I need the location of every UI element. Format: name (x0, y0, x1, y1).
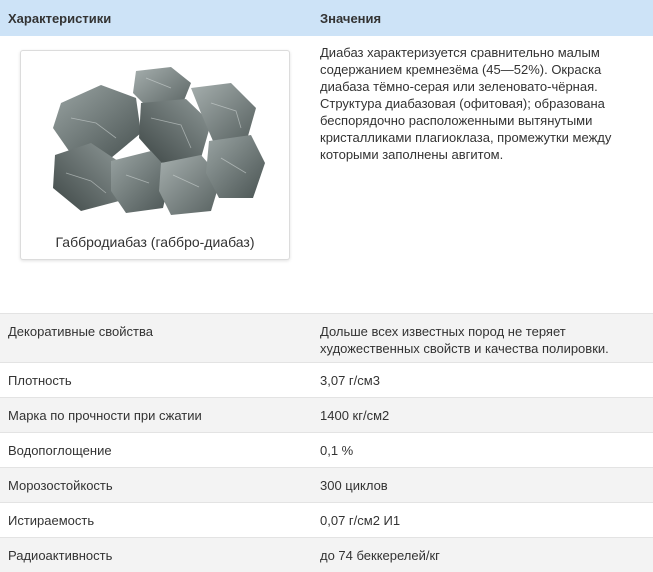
row-name: Морозостойкость (0, 468, 310, 503)
row-value: 0,1 % (310, 433, 653, 468)
row-name: Истираемость (0, 503, 310, 538)
row-value: до 74 беккерелей/кг (310, 538, 653, 572)
row-value: 300 циклов (310, 468, 653, 503)
image-caption: Габбродиабаз (габбро-диабаз) (21, 234, 289, 251)
row-value: 1400 кг/см2 (310, 398, 653, 433)
row-name: Плотность (0, 363, 310, 398)
row-value: 0,07 г/см2 И1 (310, 503, 653, 538)
image-row (0, 36, 653, 314)
table-row (0, 398, 653, 433)
table-header (0, 0, 653, 36)
row-name: Радиоактивность (0, 538, 310, 572)
table-row (0, 503, 653, 538)
row-name: Марка по прочности при сжатии (0, 398, 310, 433)
header-characteristics: Характеристики (0, 0, 310, 36)
table-row (0, 433, 653, 468)
row-name: Водопоглощение (0, 433, 310, 468)
header-values: Значения (310, 0, 653, 36)
gabbro-diabase-stones-image (41, 63, 267, 223)
stone-image-card (20, 50, 290, 260)
table-row (0, 538, 653, 572)
row-name: Декоративные свойства (8, 314, 302, 340)
table-row (0, 314, 653, 363)
diabase-description: Диабаз характеризуется сравнительно малым содержанием кремнезёма (45—52%). Окраска диабаза тёмно-серая или зеленовато-чёрная. Структура диабазовая (офитовая); образована беспорядочно расположенными вытянутыми кристалликами плагиоклаза, промежутки между которыми заполнены авгитом. (320, 44, 643, 163)
table-row (0, 468, 653, 503)
row-value: 3,07 г/см3 (310, 363, 653, 398)
row-value: Дольше всех известных пород не теряет художественных свойств и качества полировки. (320, 314, 643, 357)
table-row (0, 363, 653, 398)
